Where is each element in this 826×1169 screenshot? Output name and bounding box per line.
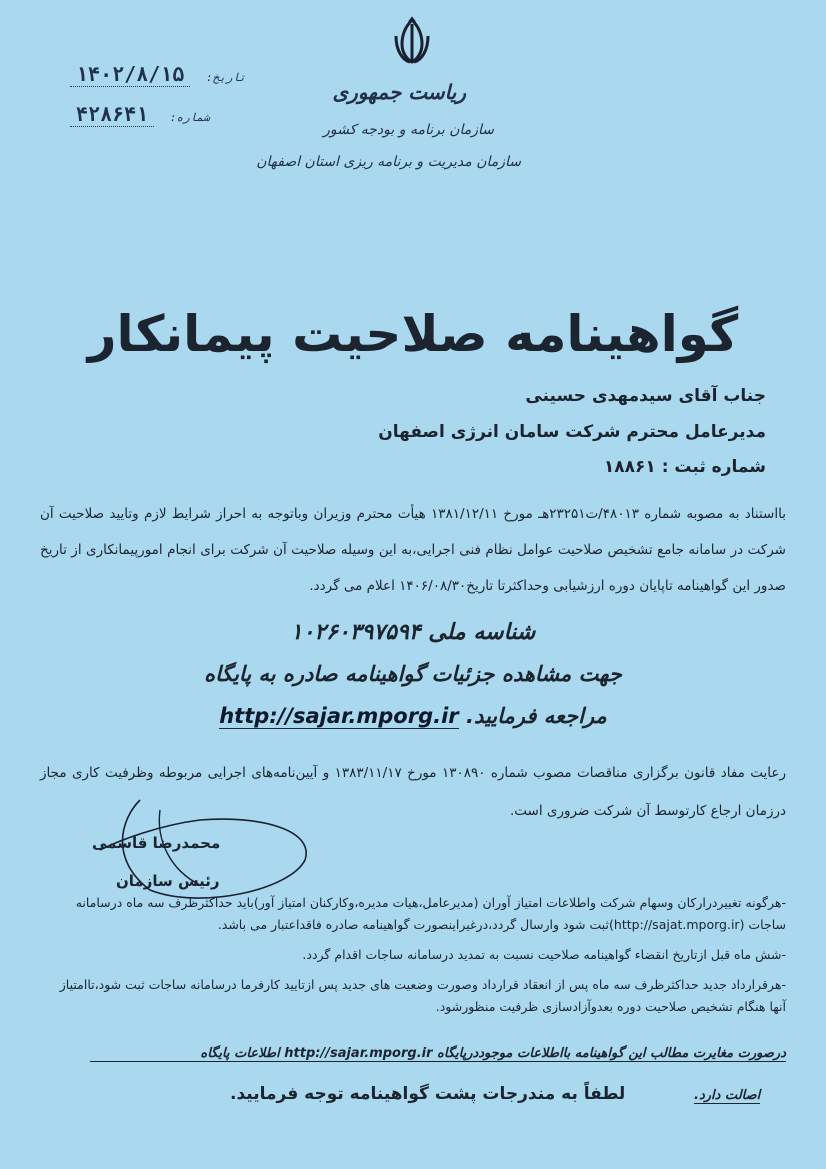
discrepancy-note: درصورت مغایرت مطالب این گواهینامه بااطلاعات موجوددرپایگاه http://sajar.mporg.ir اطلاعات پایگاه xyxy=(90,1046,786,1062)
sajar-link[interactable]: http://sajar.mporg.ir xyxy=(219,704,459,728)
signatory-name: محمدرضا قاسمی xyxy=(92,834,221,852)
header-isfahan-org: سازمان مدیریت و برنامه ریزی استان اصفهان xyxy=(256,154,521,170)
number-label: شماره: xyxy=(169,111,210,124)
please-note: لطفاً به مندرجات پشت گواهینامه توجه فرمایید. xyxy=(230,1084,626,1104)
note-item: -هرگونه تغییردرارکان وسهام شرکت واطلاعات امتیاز آوران (مدیرعامل،هیات مدیره،وکارکنان امتیاز آور)باید حداکثرظرف سه ماه درسامانه ساجات (http://sajat.mporg.ir)ثبت شود وارسال گردد،درغیراینصورت گواهینامه صادره فاقداعتبار می باشد. xyxy=(75,895,786,932)
url-line xyxy=(0,704,826,728)
recipient-position: مدیرعامل محترم شرکت سامان انرژی اصفهان xyxy=(378,422,766,442)
header-plan-budget-org: سازمان برنامه و بودجه کشور xyxy=(323,122,494,138)
note-item: -شش ماه قبل ازتاریخ انقضاء گواهینامه صلاحیت نسبت به تمدید درسامانه ساجات اقدام گردد. xyxy=(302,947,786,962)
approval-paragraph: بااستناد به مصوبه شماره ۴۸۰۱۳/ت۲۳۲۵۱هـ مورخ ۱۳۸۱/۱۲/۱۱ هیأت محترم وزیران وباتوجه به احراز شرایط لازم وتایید صلاحیت آن شرکت در سامانه جامع تشخیص صلاحیت عوامل نظام فنی اجرایی،به این وسیله صلاحیت آن شرکت برای انجام امورپیمانکاری از تاریخ صدور این گواهینامه تاپایان دوره ارزشیابی وحداکثرتا تاریخ۱۴۰۶/۰۸/۳۰ اعلام می گردد. xyxy=(40,506,786,594)
header-presidency: ریاست جمهوری xyxy=(332,80,466,104)
national-id: شناسه ملی ۱۰۲۶۰۳۹۷۵۹۴ xyxy=(290,620,536,645)
authentic-note: اصالت دارد. xyxy=(694,1088,761,1103)
number-value: ۴۲۸۶۴۱ xyxy=(70,102,154,127)
note-item: -هرقرارداد جدید حداکثرظرف سه ماه پس از انعقاد قرارداد وصورت وضعیت های جدید پس ازتایید کارفرما درسامانه ساجات ثبت شود،تاامتیاز آنها هنگام تشخیص صلاحیت دوره بعدوآزادسازی ظرفیت منظورشود. xyxy=(59,977,786,1014)
number-row xyxy=(70,102,210,126)
date-label: تاریخ: xyxy=(206,71,246,84)
signatory-title: رئیس سازمان xyxy=(116,872,220,890)
date-value: ۱۴۰۲/۸/۱۵ xyxy=(70,62,190,87)
iran-emblem-icon xyxy=(388,16,436,66)
url-suffix: مراجعه فرمایید. xyxy=(465,704,607,728)
recipient-name: جناب آقای سیدمهدی حسینی xyxy=(525,386,766,406)
date-row xyxy=(70,62,246,86)
view-details-line: جهت مشاهده جزئیات گواهینامه صادره به پایگاه xyxy=(204,662,622,686)
tender-law-paragraph: رعایت مفاد قانون برگزاری مناقصات مصوب شماره ۱۳۰۸۹۰ مورخ ۱۳۸۳/۱۱/۱۷ و آیین‌نامه‌های اجرایی مربوطه وظرفیت کاری مجاز درزمان ارجاع کارتوسط آن شرکت ضروری است. xyxy=(40,765,786,819)
registration-number: شماره ثبت : ۱۸۸۶۱ xyxy=(603,457,766,477)
certificate-title: گواهینامه صلاحیت پیمانکار xyxy=(87,305,739,363)
notes-list xyxy=(40,892,786,1026)
